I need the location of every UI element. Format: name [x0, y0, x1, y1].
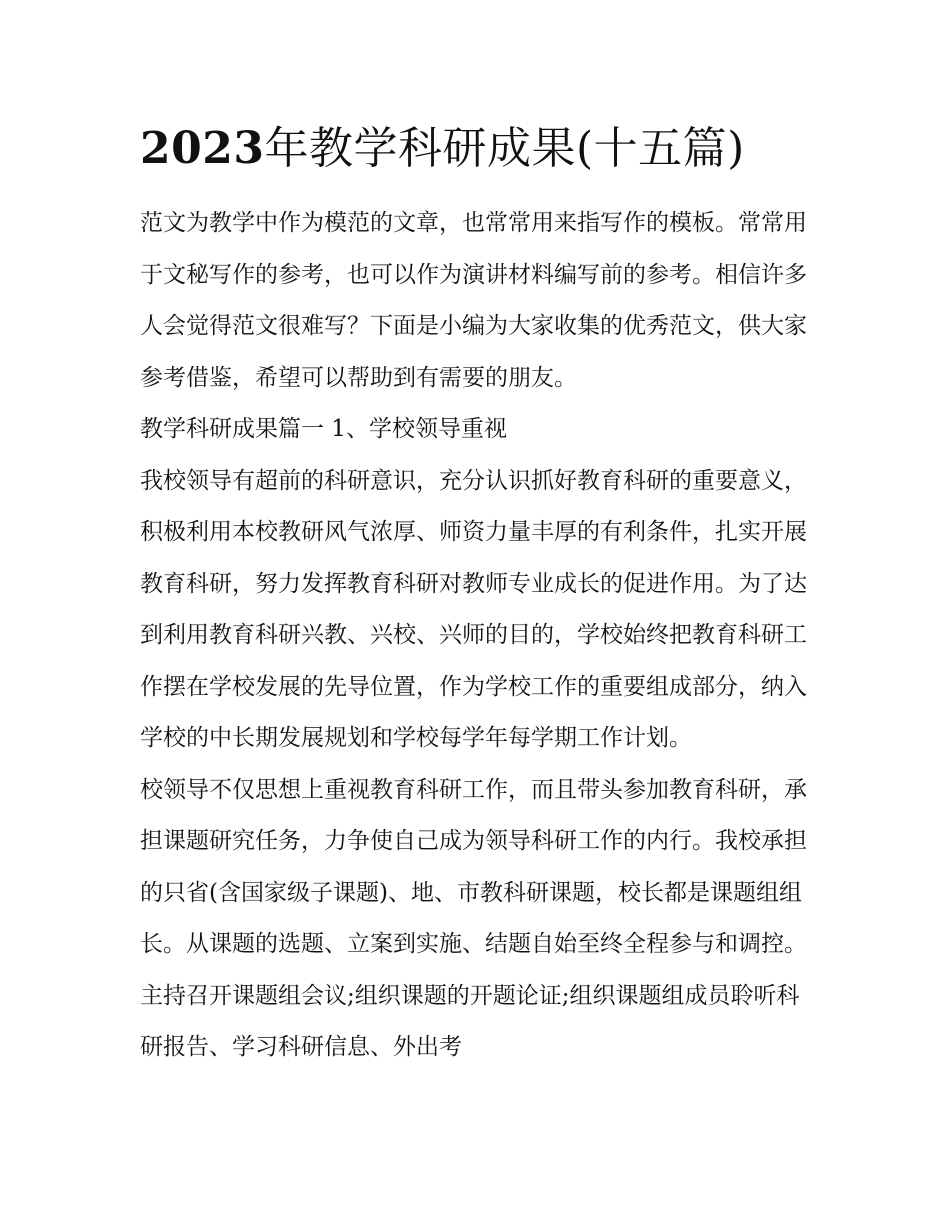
- body-paragraph: 我校领导有超前的科研意识，充分认识抓好教育科研的重要意义，积极利用本校教研风气浓厚、师资力量丰厚的有利条件，扎实开展教育科研，努力发挥教育科研对教师专业成长的促进作用。为了达到利用教育科研兴教、兴校、兴师的目的，学校始终把教育科研工作摆在学校发展的先导位置，作为学校工作的重要组成部分，纳入学校的中长期发展规划和学校每学年每学期工作计划。: [140, 467, 807, 751]
- document-content: [140, 118, 815, 1074]
- document-body: [140, 198, 815, 1074]
- title-text: 年教学科研成果(十五篇): [264, 123, 745, 174]
- page-title: [140, 118, 815, 180]
- section-heading: 教学科研成果篇一 1、学校领导重视: [140, 416, 507, 442]
- body-paragraph: 校领导不仅思想上重视教育科研工作，而且带头参加教育科研，承担课题研究任务，力争使自己成为领导科研工作的内行。我校承担的只省(含国家级子课题)、地、市教科研课题，校长都是课题组组长。从课题的选题、立案到实施、结题自始至终全程参与和调控。主持召开课题组会议;组织课题的开题论证;组织课题组成员聆听科研报告、学习科研信息、外出考: [140, 776, 807, 1060]
- title-year: 2023: [140, 123, 265, 174]
- intro-paragraph: 范文为教学中作为模范的文章，也常常用来指写作的模板。常常用于文秘写作的参考，也可以作为演讲材料编写前的参考。相信许多人会觉得范文很难写？下面是小编为大家收集的优秀范文，供大家参考借鉴，希望可以帮助到有需要的朋友。: [140, 210, 807, 391]
